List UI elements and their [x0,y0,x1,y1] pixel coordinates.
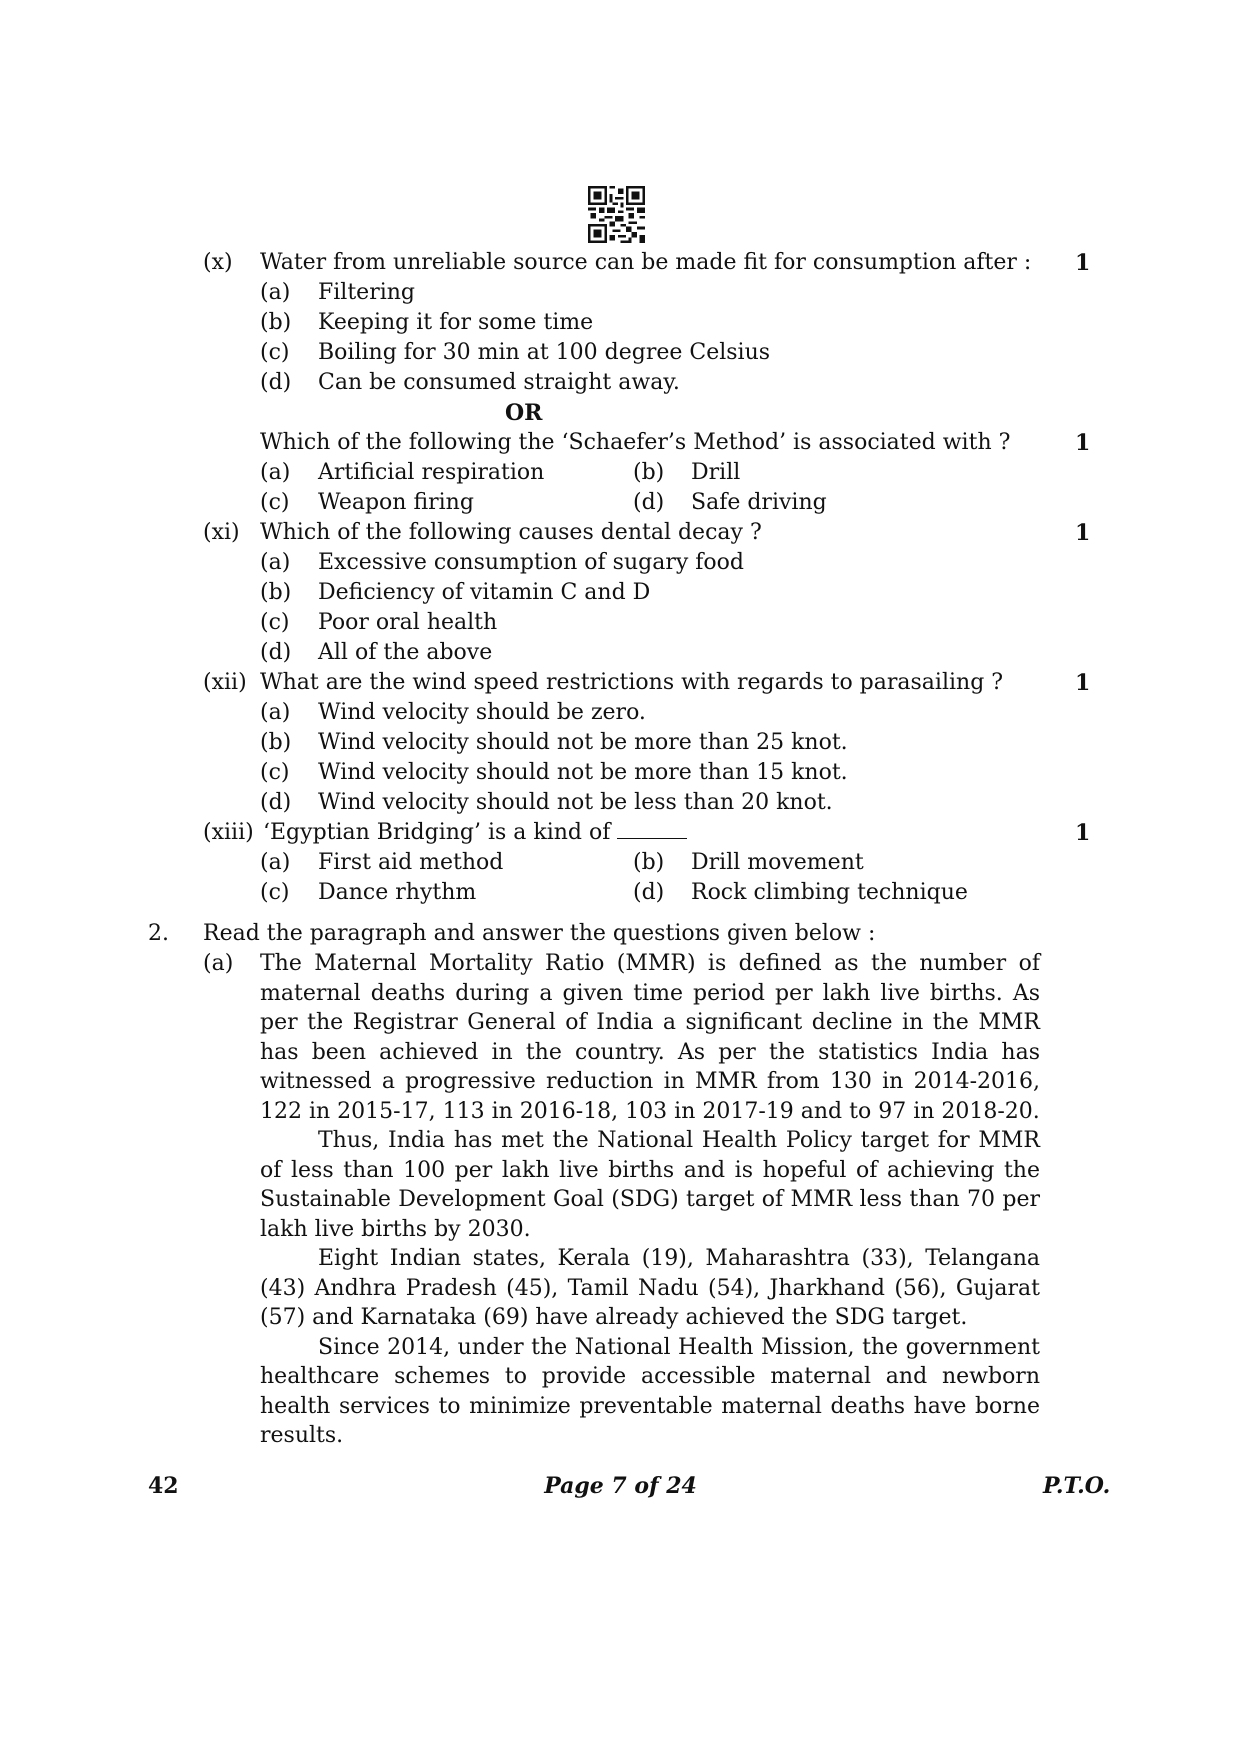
question-marks: 1 [1075,820,1091,846]
option-label: (d) [260,370,292,395]
option-text: Safe driving [691,490,827,515]
option-line [0,308,1241,338]
qr-code-icon [588,186,645,243]
question-number: (xii) [203,670,247,695]
pto-label: P.T.O. [1043,1473,1111,1499]
option-label: (d) [260,640,292,665]
passage-paragraph: Eight Indian states, Kerala (19), Maharashtra (33), Telangana (43) Andhra Pradesh (45), Tamil Nadu (54), Jharkhand (56), Gujarat (57) and Karnataka (69) have already achieved the SDG target. [260,1246,1040,1330]
option-line [0,548,1241,578]
option-label: (b) [260,730,292,755]
option-label: (a) [260,850,291,875]
option-line [0,878,1241,908]
option-line [0,458,1241,488]
question-marks: 1 [1075,520,1091,546]
question-number: (xiii) [203,820,254,845]
option-text: Keeping it for some time [318,310,594,335]
passage-body [260,949,1040,1451]
page-number: Page 7 of 24 [544,1473,697,1499]
question-number: (xi) [203,520,240,545]
question-text: What are the wind speed restrictions with regards to parasailing ? [260,670,1004,695]
question-text: Water from unreliable source can be made fit for consumption after : [260,250,1032,275]
question-marks: 1 [1075,250,1091,276]
option-text: First aid method [318,850,504,875]
option-label: (c) [260,760,290,785]
passage [0,949,1241,1451]
option-label: (c) [260,610,290,635]
option-line [0,638,1241,668]
option-line [0,338,1241,368]
passage-paragraph: Thus, India has met the National Health Policy target for MMR of less than 100 per lakh live births and is hopeful of achieving the Sustainable Development Goal (SDG) target of MMR less than 70 per lakh live births by 2030. [260,1128,1040,1242]
option-text: Excessive consumption of sugary food [318,550,744,575]
paper-code: 42 [148,1473,179,1499]
question-text: Read the paragraph and answer the questions given below : [203,921,876,946]
option-text: Drill movement [691,850,864,875]
question-marks: 1 [1075,430,1091,456]
option-label: (d) [633,880,665,905]
option-text: Filtering [318,280,416,305]
option-text: Can be consumed straight away. [318,370,680,395]
question-text-with-blank [263,818,687,848]
question-number: (x) [203,250,233,275]
option-line [0,728,1241,758]
option-line [0,278,1241,308]
option-label: (d) [633,490,665,515]
option-label: (b) [633,850,665,875]
option-text: Weapon firing [318,490,474,515]
option-label: (c) [260,490,290,515]
or-divider [0,398,1241,428]
question-xi [0,518,1241,548]
option-text: Rock climbing technique [691,880,968,905]
page-footer [0,1473,1241,1503]
question-number: 2. [148,921,169,946]
option-label: (c) [260,880,290,905]
option-label: (a) [260,550,291,575]
option-text: All of the above [318,640,493,665]
option-text: Dance rhythm [318,880,477,905]
option-label: (c) [260,340,290,365]
option-label: (a) [260,460,291,485]
option-label: (b) [260,580,292,605]
question-xii [0,668,1241,698]
option-line [0,698,1241,728]
question-text: Which of the following causes dental decay ? [260,520,762,545]
option-line [0,488,1241,518]
passage-paragraph: Since 2014, under the National Health Mission, the government healthcare schemes to provide accessible maternal and newborn health services to minimize preventable maternal deaths have borne results. [260,1334,1040,1448]
question-text: Which of the following the ‘Schaefer’s Method’ is associated with ? [260,430,1011,455]
question-xiii [0,818,1241,848]
option-label: (b) [260,310,292,335]
option-text: Wind velocity should not be more than 25 knot. [318,730,848,755]
option-text: Boiling for 30 min at 100 degree Celsius [318,340,771,365]
option-line [0,368,1241,398]
question-marks: 1 [1075,670,1091,696]
option-label: (a) [260,700,291,725]
option-text: Wind velocity should not be more than 15 knot. [318,760,848,785]
passage-paragraph: The Maternal Mortality Ratio (MMR) is defined as the number of maternal deaths during a given time period per lakh live births. As per the Registrar General of India a significant decline in the MMR has been achieved in the country. As per the statistics India has witnessed a progressive reduction in MMR from 130 in 2014-2016, 122 in 2015-17, 113 in 2016-18, 103 in 2017-19 and to 97 in 2018-20. [260,951,1040,1124]
answer-blank [617,818,687,839]
option-line [0,608,1241,638]
or-label: OR [505,400,543,426]
option-text: Deficiency of vitamin C and D [318,580,651,605]
option-line [0,848,1241,878]
question-x-alternate [0,428,1241,458]
option-line [0,788,1241,818]
option-line [0,758,1241,788]
option-label: (d) [260,790,292,815]
question-2 [0,919,1241,949]
option-line [0,578,1241,608]
option-text: Artificial respiration [318,460,545,485]
option-text: Wind velocity should be zero. [318,700,646,725]
question-content [0,248,1241,1451]
option-text: Wind velocity should not be less than 20 knot. [318,790,833,815]
option-label: (b) [633,460,665,485]
question-x [0,248,1241,278]
option-label: (a) [260,280,291,305]
option-text: Drill [691,460,741,485]
option-text: Poor oral health [318,610,498,635]
question-text: ‘Egyptian Bridging’ is a kind of [263,820,611,845]
part-label: (a) [203,951,234,976]
